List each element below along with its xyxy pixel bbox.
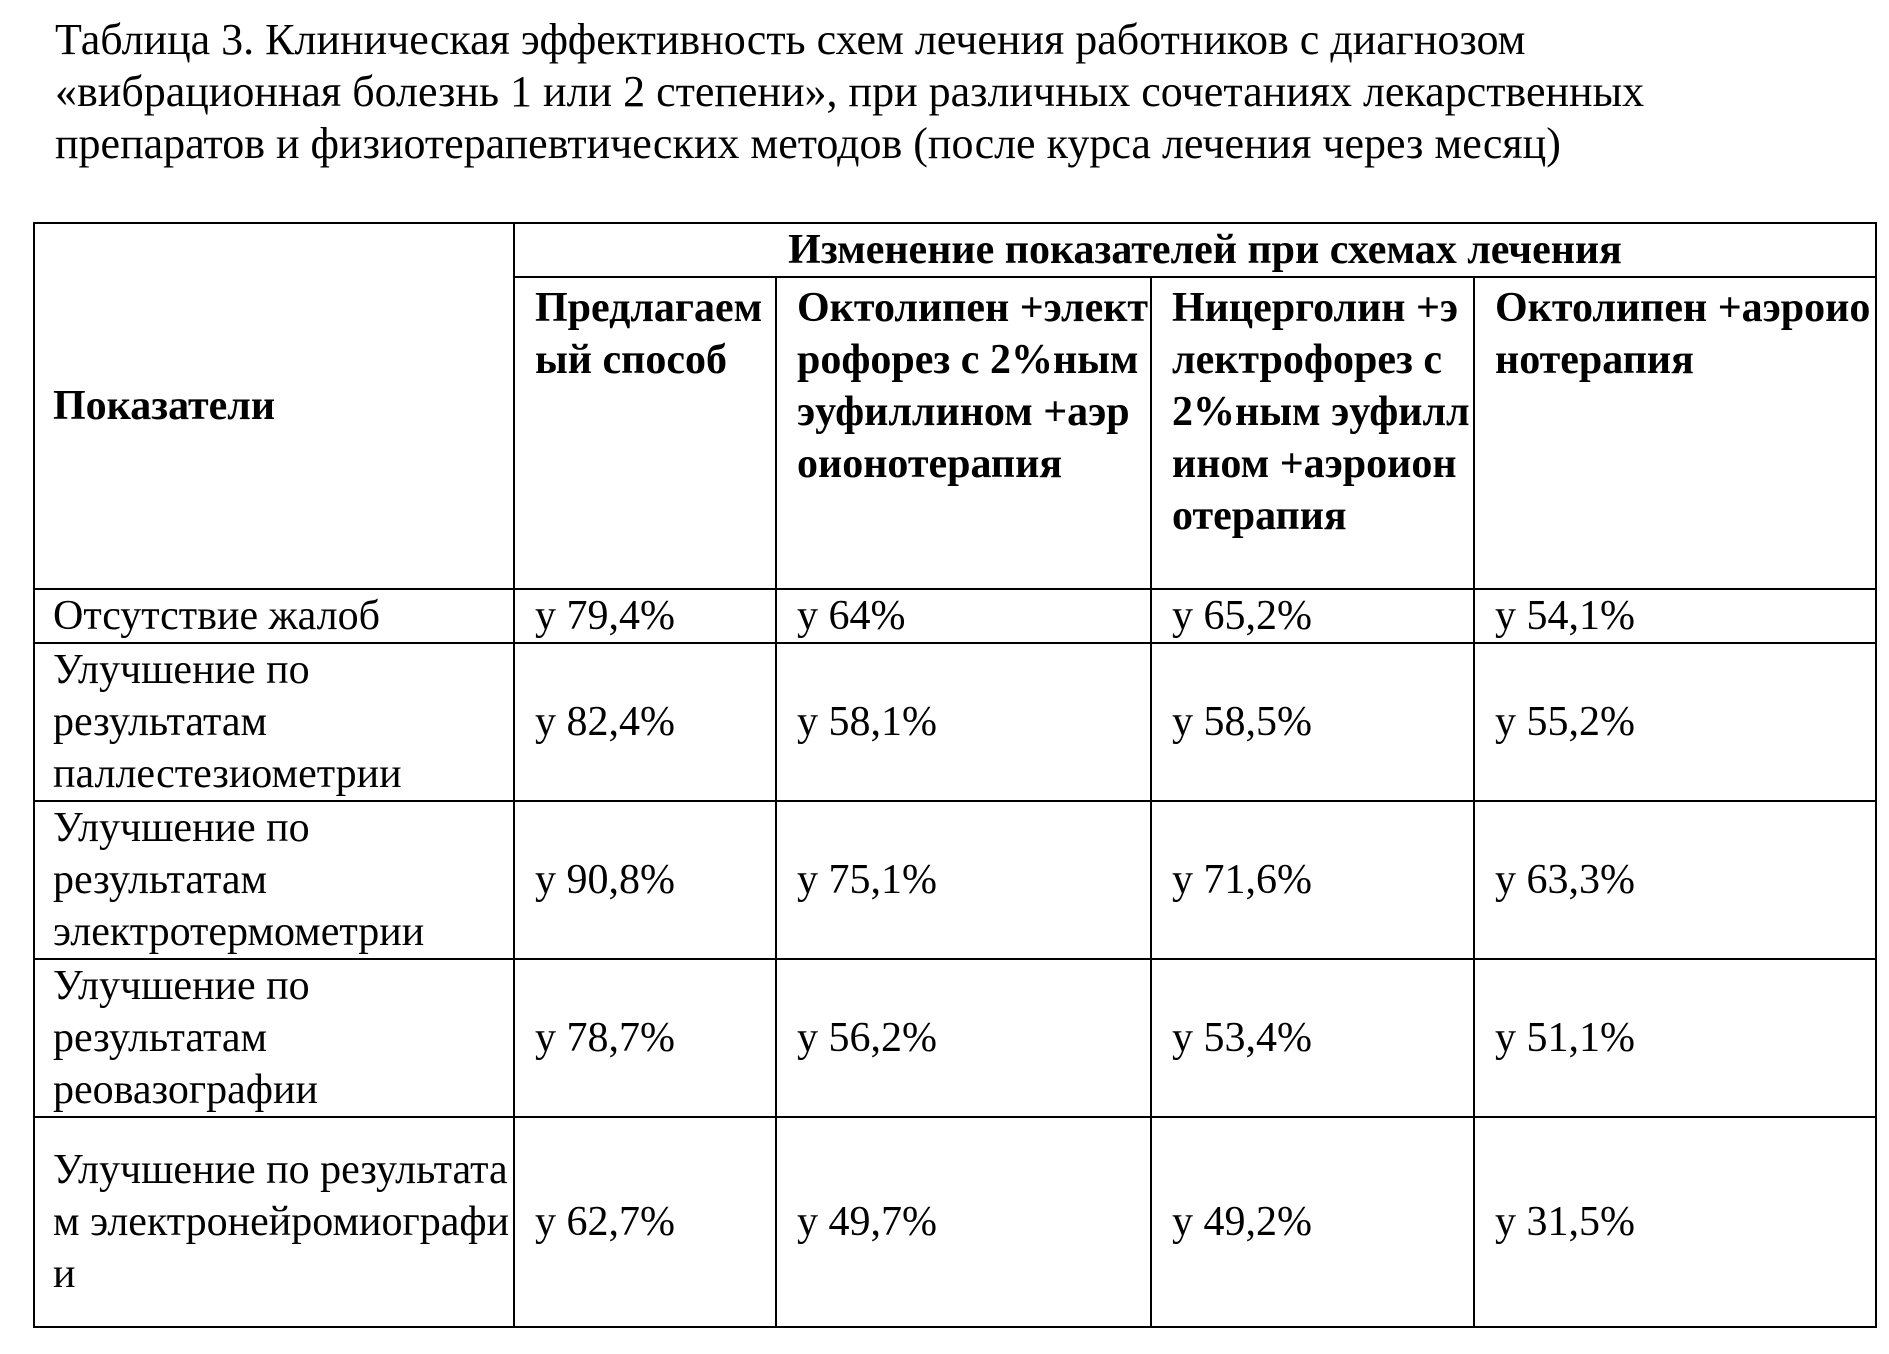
table-cell: у 65,2% — [1151, 589, 1474, 643]
row-label: Улучшение по результатам электротермометрии — [34, 801, 514, 959]
table-cell: у 53,4% — [1151, 959, 1474, 1117]
column-header-oktolipen-electrophoresis: Октолипен +электрофорез с 2%ным эуфиллином +аэроионотерапия — [776, 277, 1151, 589]
table-row — [34, 589, 1876, 643]
column-header-oktolipen-aeroion: Октолипен +аэроионотерапия — [1474, 277, 1876, 589]
row-label: Улучшение по результатам электронейромиографии — [34, 1117, 514, 1327]
group-header: Изменение показателей при схемах лечения — [514, 223, 1876, 277]
column-header-nicergoline-electrophoresis: Ницерголин +электрофорез с 2%ным эуфиллином +аэроионотерапия — [1151, 277, 1474, 589]
table-cell: у 54,1% — [1474, 589, 1876, 643]
table-cell: у 58,1% — [776, 643, 1151, 801]
group-header-row — [34, 223, 1876, 277]
table-row — [34, 959, 1876, 1117]
table-row — [34, 1117, 1876, 1327]
table-cell: у 79,4% — [514, 589, 776, 643]
table-cell: у 58,5% — [1151, 643, 1474, 801]
table-cell: у 64% — [776, 589, 1151, 643]
table-cell: у 75,1% — [776, 801, 1151, 959]
table-cell: у 90,8% — [514, 801, 776, 959]
table-cell: у 63,3% — [1474, 801, 1876, 959]
table-cell: у 31,5% — [1474, 1117, 1876, 1327]
table-cell: у 62,7% — [514, 1117, 776, 1327]
table-cell: у 55,2% — [1474, 643, 1876, 801]
row-label: Отсутствие жалоб — [34, 589, 514, 643]
column-header-proposed: Предлагаемый способ — [514, 277, 776, 589]
table-cell: у 71,6% — [1151, 801, 1474, 959]
table-cell: у 56,2% — [776, 959, 1151, 1117]
table-row — [34, 801, 1876, 959]
row-header-label: Показатели — [34, 223, 514, 589]
row-label: Улучшение по результатам паллестезиометрии — [34, 643, 514, 801]
table-cell: у 78,7% — [514, 959, 776, 1117]
results-table — [33, 222, 1877, 1328]
table-cell: у 49,2% — [1151, 1117, 1474, 1327]
table-cell: у 49,7% — [776, 1117, 1151, 1327]
table-caption: Таблица 3. Клиническая эффективность схем лечения работников с диагнозом «вибрационная болезнь 1 или 2 степени», при различных сочетаниях лекарственных препаратов и физиотерапевтических методов (после курса лечения через месяц) — [55, 15, 1645, 168]
table-cell: у 82,4% — [514, 643, 776, 801]
row-label: Улучшение по результатам реовазографии — [34, 959, 514, 1117]
table-row — [34, 643, 1876, 801]
table-cell: у 51,1% — [1474, 959, 1876, 1117]
